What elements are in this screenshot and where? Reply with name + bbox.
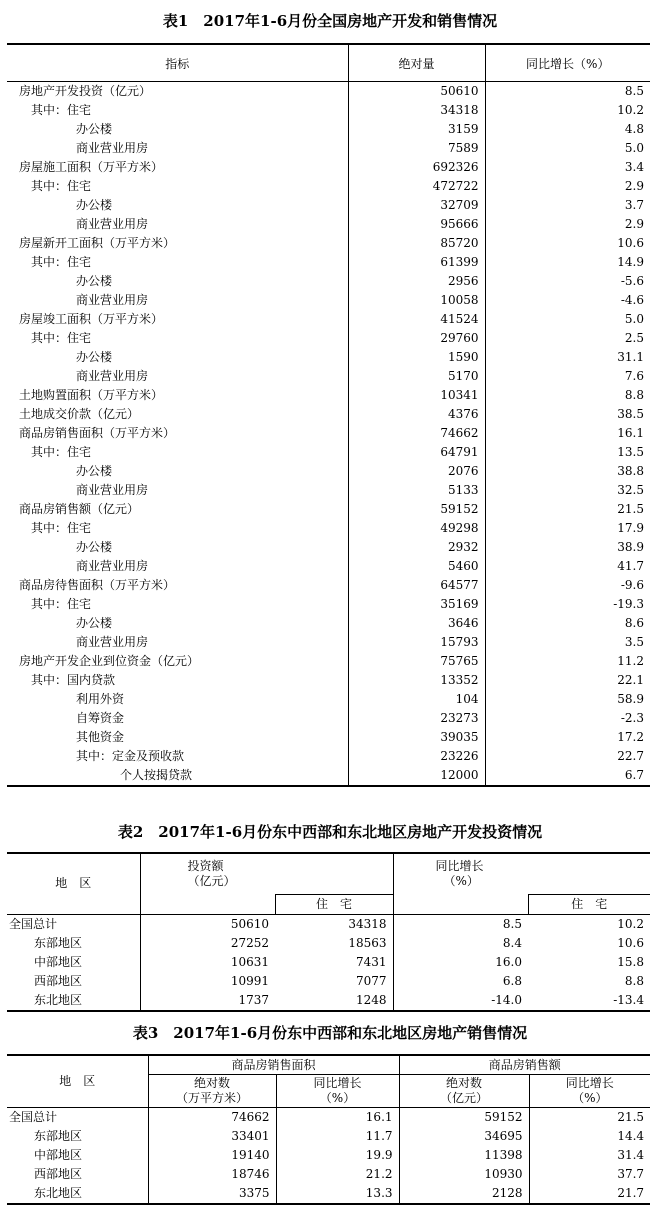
growth-cell: -14.0 — [491, 992, 522, 1007]
table-row — [7, 1184, 650, 1204]
indicator-prefix: 其中： — [31, 673, 68, 687]
indicator-cell — [7, 405, 348, 424]
table-row — [7, 576, 650, 595]
indicator-cell — [7, 709, 348, 728]
invest-cell: 10991 — [230, 973, 269, 988]
absolute-cell: 50610 — [348, 82, 485, 102]
sales-growth-cell: 37.7 — [617, 1167, 645, 1181]
invest-residential-cell: 1248 — [275, 991, 393, 1011]
indicator-label: 办公楼 — [76, 198, 113, 212]
indicator-label: 土地购置面积（万平方米） — [19, 388, 164, 402]
header-sales-group: 商品房销售额 — [399, 1055, 650, 1075]
table-row — [7, 766, 650, 786]
absolute-cell: 2076 — [348, 462, 485, 481]
header-indicator: 指标 — [7, 44, 348, 82]
region-cell: 全国总计 — [7, 1108, 148, 1128]
indicator-label: 房屋新开工面积（万平方米） — [19, 236, 176, 250]
absolute-cell: 75765 — [348, 652, 485, 671]
sales-cell: 2128 — [399, 1184, 529, 1204]
absolute-cell: 104 — [348, 690, 485, 709]
header-region: 地 区 — [7, 1055, 148, 1108]
growth-cell: 2.9 — [624, 179, 644, 193]
indicator-cell — [7, 272, 348, 291]
indicator-cell — [7, 310, 348, 329]
growth-cell: 8.4 — [502, 935, 522, 950]
indicator-cell — [7, 82, 348, 102]
absolute-cell: 5170 — [348, 367, 485, 386]
invest-residential-cell: 18563 — [275, 934, 393, 953]
absolute-cell: 3646 — [348, 614, 485, 633]
growth-residential-cell: 8.8 — [624, 973, 644, 988]
growth-cell: 6.7 — [624, 768, 644, 782]
indicator-cell — [7, 424, 348, 443]
indicator-cell — [7, 671, 348, 690]
growth-cell: 4.8 — [624, 122, 644, 136]
indicator-label: 住宅 — [67, 179, 92, 193]
indicator-cell — [7, 329, 348, 348]
invest-cell: 10631 — [230, 954, 269, 969]
indicator-cell — [7, 386, 348, 405]
indicator-label: 商业营业用房 — [76, 559, 149, 573]
growth-cell: 22.1 — [617, 673, 644, 687]
growth-cell: 8.8 — [624, 388, 644, 402]
absolute-cell: 4376 — [348, 405, 485, 424]
growth-cell: 2.5 — [624, 331, 644, 345]
table3-header-row-1 — [7, 1055, 650, 1075]
indicator-cell — [7, 462, 348, 481]
table2-title: 表2 2017年1-6月份东中西部和东北地区房地产开发投资情况 — [117, 823, 543, 841]
indicator-cell — [7, 101, 348, 120]
table-row — [7, 934, 650, 953]
table-row — [7, 481, 650, 500]
growth-cell: 38.9 — [617, 540, 644, 554]
table-row — [7, 633, 650, 652]
table-row — [7, 177, 650, 196]
growth-cell: 16.0 — [495, 954, 522, 969]
header-area-growth-line2: （%） — [319, 1091, 356, 1105]
growth-cell: 14.9 — [617, 255, 644, 269]
table-row — [7, 329, 650, 348]
indicator-label: 房屋施工面积（万平方米） — [19, 160, 164, 174]
table-row — [7, 519, 650, 538]
table-row — [7, 595, 650, 614]
absolute-cell: 23273 — [348, 709, 485, 728]
absolute-cell: 13352 — [348, 671, 485, 690]
table-row — [7, 196, 650, 215]
area-cell: 74662 — [148, 1108, 276, 1128]
growth-cell: -5.6 — [620, 274, 644, 288]
header-invest — [140, 853, 275, 894]
absolute-cell: 39035 — [348, 728, 485, 747]
indicator-label: 定金及预收款 — [112, 749, 185, 763]
indicator-label: 住宅 — [67, 597, 92, 611]
region-cell: 西部地区 — [7, 1165, 148, 1184]
table2 — [7, 852, 650, 1012]
indicator-label: 商业营业用房 — [76, 293, 149, 307]
indicator-cell — [7, 348, 348, 367]
header-growth — [393, 853, 528, 894]
table-row — [7, 557, 650, 576]
sales-growth-cell: 31.4 — [617, 1148, 645, 1162]
absolute-cell: 59152 — [348, 500, 485, 519]
absolute-cell: 5460 — [348, 557, 485, 576]
indicator-prefix: 其中： — [31, 179, 68, 193]
table-row — [7, 914, 650, 934]
header-growth-line1: 同比增长 — [435, 859, 484, 873]
indicator-label: 办公楼 — [76, 350, 113, 364]
table-row — [7, 671, 650, 690]
indicator-prefix: 其中： — [31, 521, 68, 535]
table1-header-row — [7, 44, 650, 82]
indicator-cell — [7, 158, 348, 177]
table-row — [7, 443, 650, 462]
indicator-cell — [7, 557, 348, 576]
area-cell: 19140 — [148, 1146, 276, 1165]
table-row — [7, 538, 650, 557]
table3 — [7, 1054, 650, 1205]
absolute-cell: 10341 — [348, 386, 485, 405]
table-row — [7, 386, 650, 405]
indicator-label: 住宅 — [67, 445, 92, 459]
indicator-cell — [7, 766, 348, 786]
absolute-cell: 7589 — [348, 139, 485, 158]
indicator-label: 房地产开发投资（亿元） — [19, 84, 152, 98]
indicator-cell — [7, 633, 348, 652]
indicator-label: 房地产开发企业到位资金（亿元） — [19, 654, 200, 668]
header-sales-growth-line1: 同比增长 — [565, 1076, 614, 1090]
area-growth-cell: 11.7 — [276, 1127, 399, 1146]
indicator-cell — [7, 481, 348, 500]
invest-cell: 50610 — [230, 916, 269, 931]
growth-cell: -9.6 — [620, 578, 644, 592]
indicator-label: 房屋竣工面积（万平方米） — [19, 312, 164, 326]
growth-cell: -19.3 — [613, 597, 644, 611]
area-cell: 33401 — [148, 1127, 276, 1146]
header-area-growth-line1: 同比增长 — [313, 1076, 362, 1090]
indicator-label: 办公楼 — [76, 540, 113, 554]
table-row — [7, 215, 650, 234]
indicator-label: 住宅 — [67, 521, 92, 535]
indicator-label: 其他资金 — [76, 730, 125, 744]
header-growth-line2: （%） — [443, 874, 479, 888]
table-row — [7, 652, 650, 671]
table-row — [7, 405, 650, 424]
indicator-prefix: 其中： — [31, 597, 68, 611]
table-row — [7, 728, 650, 747]
invest-cell: 27252 — [230, 935, 269, 950]
indicator-label: 自筹资金 — [76, 711, 125, 725]
growth-cell: 16.1 — [617, 426, 644, 440]
growth-cell: 31.1 — [617, 350, 644, 364]
table-row — [7, 1108, 650, 1128]
growth-cell: 32.5 — [617, 483, 644, 497]
growth-cell: 8.5 — [624, 84, 644, 98]
indicator-cell — [7, 234, 348, 253]
sales-cell: 34695 — [399, 1127, 529, 1146]
table-row — [7, 101, 650, 120]
header-growth-residential: 住 宅 — [528, 894, 650, 914]
absolute-cell: 49298 — [348, 519, 485, 538]
region-cell: 中部地区 — [7, 953, 140, 972]
indicator-label: 办公楼 — [76, 616, 113, 630]
indicator-label: 办公楼 — [76, 274, 113, 288]
header-area-abs-line1: 绝对数 — [193, 1076, 230, 1090]
area-growth-cell: 16.1 — [276, 1108, 399, 1128]
sales-cell: 10930 — [399, 1165, 529, 1184]
header-sales-abs — [399, 1075, 529, 1108]
region-cell: 中部地区 — [7, 1146, 148, 1165]
absolute-cell: 23226 — [348, 747, 485, 766]
indicator-label: 利用外资 — [76, 692, 125, 706]
growth-cell: 11.2 — [617, 654, 644, 668]
table-row — [7, 1127, 650, 1146]
table-row — [7, 462, 650, 481]
absolute-cell: 61399 — [348, 253, 485, 272]
header-sales-growth-line2: （%） — [572, 1091, 608, 1105]
header-area-abs — [148, 1075, 276, 1108]
table-row — [7, 424, 650, 443]
region-cell: 东北地区 — [7, 991, 140, 1011]
indicator-cell — [7, 690, 348, 709]
absolute-cell: 74662 — [348, 424, 485, 443]
area-growth-cell: 21.2 — [276, 1165, 399, 1184]
indicator-prefix: 其中： — [31, 255, 68, 269]
absolute-cell: 3159 — [348, 120, 485, 139]
indicator-label: 商业营业用房 — [76, 483, 149, 497]
indicator-label: 商业营业用房 — [76, 141, 149, 155]
growth-cell: -2.3 — [620, 711, 644, 725]
table-row — [7, 1165, 650, 1184]
table-row — [7, 291, 650, 310]
table-row — [7, 158, 650, 177]
table2-header-row-1 — [7, 853, 650, 894]
invest-residential-cell: 34318 — [275, 914, 393, 934]
table-row — [7, 272, 650, 291]
area-growth-cell: 13.3 — [276, 1184, 399, 1204]
indicator-label: 个人按揭贷款 — [120, 768, 193, 782]
indicator-cell — [7, 576, 348, 595]
indicator-cell — [7, 652, 348, 671]
indicator-cell — [7, 253, 348, 272]
growth-cell: -4.6 — [620, 293, 644, 307]
growth-residential-cell: 10.6 — [617, 935, 644, 950]
region-cell: 西部地区 — [7, 972, 140, 991]
growth-cell: 38.5 — [617, 407, 644, 421]
region-cell: 东部地区 — [7, 1127, 148, 1146]
header-sales-abs-line2: （亿元） — [440, 1091, 489, 1105]
header-invest-line2: （亿元） — [187, 874, 236, 888]
header-area-group: 商品房销售面积 — [148, 1055, 399, 1075]
indicator-cell — [7, 367, 348, 386]
indicator-cell — [7, 728, 348, 747]
indicator-cell — [7, 177, 348, 196]
sales-growth-cell: 21.7 — [617, 1186, 645, 1200]
indicator-cell — [7, 291, 348, 310]
table-row — [7, 253, 650, 272]
table-row — [7, 82, 650, 102]
indicator-cell — [7, 500, 348, 519]
absolute-cell: 12000 — [348, 766, 485, 786]
indicator-prefix: 其中： — [76, 749, 113, 763]
header-sales-growth — [529, 1075, 650, 1108]
indicator-cell — [7, 614, 348, 633]
absolute-cell: 64577 — [348, 576, 485, 595]
indicator-cell — [7, 538, 348, 557]
indicator-cell — [7, 595, 348, 614]
table-row — [7, 614, 650, 633]
indicator-label: 商品房销售面积（万平方米） — [19, 426, 176, 440]
growth-cell: 3.5 — [624, 635, 644, 649]
area-cell: 3375 — [148, 1184, 276, 1204]
growth-cell: 17.9 — [617, 521, 644, 535]
growth-cell: 41.7 — [617, 559, 644, 573]
growth-residential-cell: 15.8 — [617, 954, 644, 969]
region-cell: 东北地区 — [7, 1184, 148, 1204]
indicator-label: 办公楼 — [76, 464, 113, 478]
absolute-cell: 692326 — [348, 158, 485, 177]
absolute-cell: 10058 — [348, 291, 485, 310]
indicator-prefix: 其中： — [31, 331, 68, 345]
indicator-label: 商品房销售额（亿元） — [19, 502, 140, 516]
growth-cell: 10.2 — [617, 103, 644, 117]
absolute-cell: 95666 — [348, 215, 485, 234]
indicator-prefix: 其中： — [31, 445, 68, 459]
absolute-cell: 472722 — [348, 177, 485, 196]
header-growth: 同比增长（%） — [485, 44, 650, 82]
absolute-cell: 85720 — [348, 234, 485, 253]
growth-cell: 13.5 — [617, 445, 644, 459]
absolute-cell: 5133 — [348, 481, 485, 500]
sales-cell: 59152 — [399, 1108, 529, 1128]
absolute-cell: 32709 — [348, 196, 485, 215]
table-row — [7, 500, 650, 519]
indicator-cell — [7, 139, 348, 158]
invest-residential-cell: 7077 — [275, 972, 393, 991]
table-row — [7, 953, 650, 972]
table-row — [7, 139, 650, 158]
growth-cell: 58.9 — [617, 692, 644, 706]
indicator-label: 住宅 — [67, 331, 92, 345]
growth-cell: 22.7 — [617, 749, 644, 763]
indicator-cell — [7, 196, 348, 215]
growth-cell: 3.4 — [624, 160, 644, 174]
region-cell: 东部地区 — [7, 934, 140, 953]
absolute-cell: 35169 — [348, 595, 485, 614]
table3-title: 表3 2017年1-6月份东中西部和东北地区房地产销售情况 — [132, 1024, 528, 1042]
indicator-label: 住宅 — [67, 103, 92, 117]
growth-cell: 5.0 — [624, 312, 644, 326]
indicator-label: 商业营业用房 — [76, 369, 149, 383]
indicator-label: 办公楼 — [76, 122, 113, 136]
area-growth-cell: 19.9 — [276, 1146, 399, 1165]
table-row — [7, 120, 650, 139]
growth-cell: 21.5 — [617, 502, 644, 516]
growth-residential-cell: -13.4 — [613, 992, 644, 1007]
growth-cell: 7.6 — [624, 369, 644, 383]
sales-growth-cell: 14.4 — [617, 1129, 645, 1143]
invest-cell: 1737 — [238, 992, 269, 1007]
growth-residential-cell: 10.2 — [617, 916, 644, 931]
table-row — [7, 709, 650, 728]
absolute-cell: 41524 — [348, 310, 485, 329]
table-row — [7, 991, 650, 1011]
absolute-cell: 64791 — [348, 443, 485, 462]
table-row — [7, 310, 650, 329]
absolute-cell: 2956 — [348, 272, 485, 291]
header-area-abs-line2: （万平方米） — [175, 1091, 248, 1105]
indicator-prefix: 其中： — [31, 103, 68, 117]
indicator-label: 商业营业用房 — [76, 217, 149, 231]
growth-cell: 8.6 — [624, 616, 644, 630]
header-absolute: 绝对量 — [348, 44, 485, 82]
table-row — [7, 234, 650, 253]
table-row — [7, 367, 650, 386]
growth-cell: 3.7 — [624, 198, 644, 212]
growth-cell: 17.2 — [617, 730, 644, 744]
header-region: 地 区 — [7, 853, 140, 914]
area-cell: 18746 — [148, 1165, 276, 1184]
table-row — [7, 1146, 650, 1165]
absolute-cell: 1590 — [348, 348, 485, 367]
growth-cell: 8.5 — [502, 916, 522, 931]
table1-title: 表1 2017年1-6月份全国房地产开发和销售情况 — [162, 12, 498, 30]
table-row — [7, 690, 650, 709]
indicator-cell — [7, 120, 348, 139]
absolute-cell: 34318 — [348, 101, 485, 120]
growth-cell: 10.6 — [617, 236, 644, 250]
header-sales-abs-line1: 绝对数 — [446, 1076, 483, 1090]
indicator-label: 商业营业用房 — [76, 635, 149, 649]
invest-residential-cell: 7431 — [275, 953, 393, 972]
sales-growth-cell: 21.5 — [617, 1110, 645, 1124]
absolute-cell: 15793 — [348, 633, 485, 652]
table-row — [7, 348, 650, 367]
absolute-cell: 2932 — [348, 538, 485, 557]
absolute-cell: 29760 — [348, 329, 485, 348]
indicator-label: 国内贷款 — [67, 673, 116, 687]
header-invest-residential: 住 宅 — [275, 894, 393, 914]
indicator-cell — [7, 519, 348, 538]
table-row — [7, 972, 650, 991]
header-invest-line1: 投资额 — [187, 859, 224, 873]
growth-cell: 5.0 — [624, 141, 644, 155]
indicator-label: 商品房待售面积（万平方米） — [19, 578, 176, 592]
indicator-cell — [7, 443, 348, 462]
table1 — [7, 43, 650, 787]
indicator-label: 住宅 — [67, 255, 92, 269]
table-row — [7, 747, 650, 766]
growth-cell: 2.9 — [624, 217, 644, 231]
growth-cell: 6.8 — [502, 973, 522, 988]
indicator-cell — [7, 747, 348, 766]
region-cell: 全国总计 — [7, 914, 140, 934]
growth-cell: 38.8 — [617, 464, 644, 478]
sales-cell: 11398 — [399, 1146, 529, 1165]
indicator-label: 土地成交价款（亿元） — [19, 407, 140, 421]
header-area-growth — [276, 1075, 399, 1108]
indicator-cell — [7, 215, 348, 234]
